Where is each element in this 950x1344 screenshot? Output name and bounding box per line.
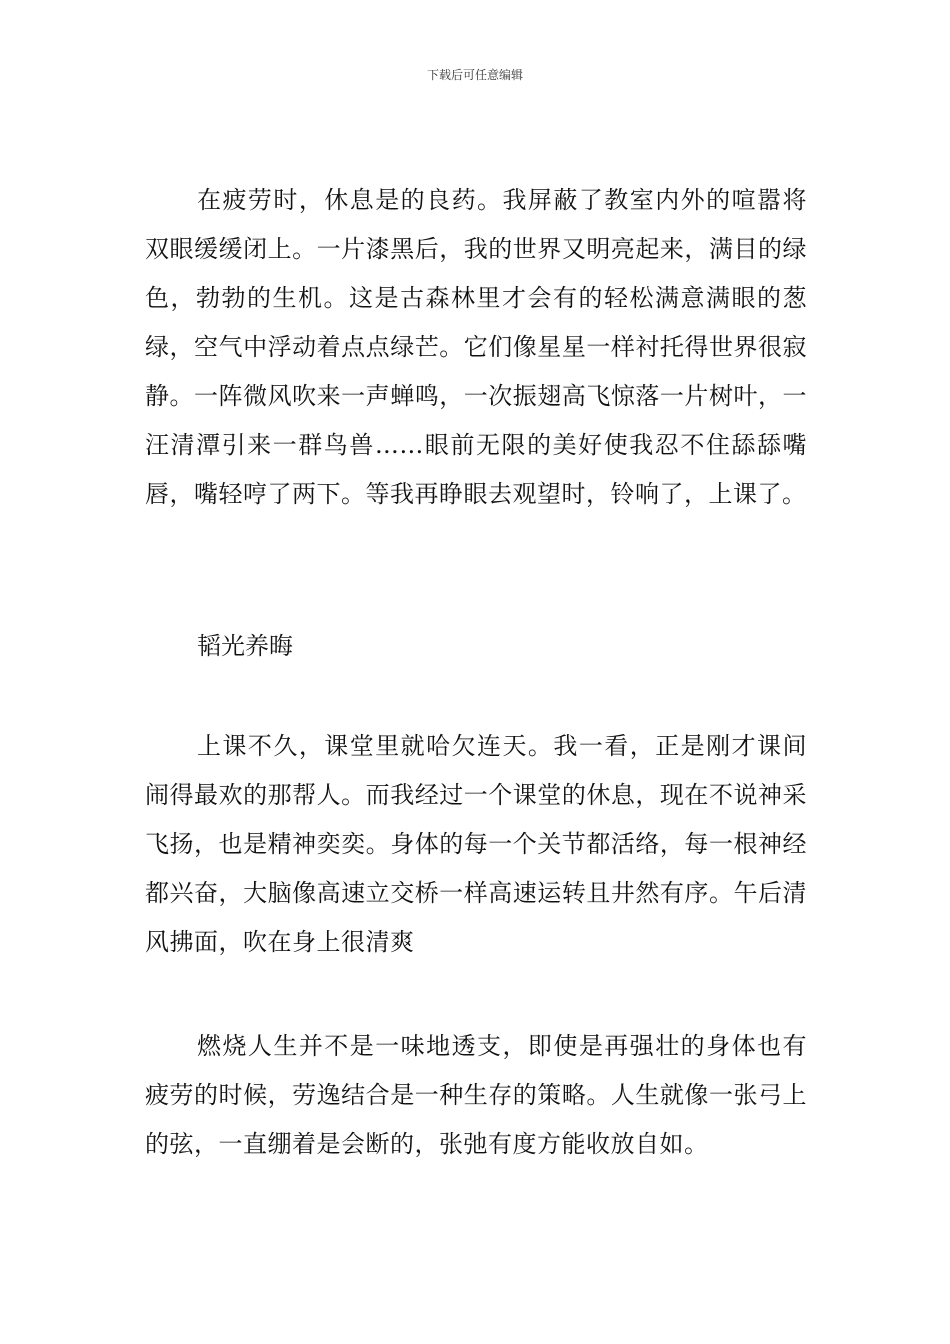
section-heading: 韬光养晦 bbox=[197, 632, 293, 660]
page-header: 下载后可任意编辑 bbox=[426, 68, 523, 82]
paragraph-rest: 在疲劳时，休息是的良药。我屏蔽了教室内外的喧嚣将双眼缓缓闭上。一片漆黑后，我的世界又明亮起来，满目的绿色，勃勃的生机。这是古森林里才会有的轻松满意满眼的葱绿，空气中浮动着点点绿芒。它们像星星一样衬托得世界很寂静。一阵微风吹来一声蝉鸣，一次振翅高飞惊落一片树叶，一汪清潭引来一群鸟兽……眼前无限的美好使我忍不住舔舔嘴唇，嘴轻哼了两下。等我再睁眼去观望时，铃响了，上课了。 bbox=[145, 186, 807, 508]
paragraph-conclusion: 燃烧人生并不是一味地透支，即使是再强壮的身体也有疲劳的时候，劳逸结合是一种生存的策略。人生就像一张弓上的弦，一直绷着是会断的，张弛有度方能收放自如。 bbox=[145, 1032, 807, 1158]
paragraph-class: 上课不久，课堂里就哈欠连天。我一看，正是刚才课间闹得最欢的那帮人。而我经过一个课堂的休息，现在不说神采飞扬，也是精神奕奕。身体的每一个关节都活络，每一根神经都兴奋，大脑像高速立交桥一样高速运转且井然有序。午后清风拂面，吹在身上很清爽 bbox=[145, 732, 807, 956]
